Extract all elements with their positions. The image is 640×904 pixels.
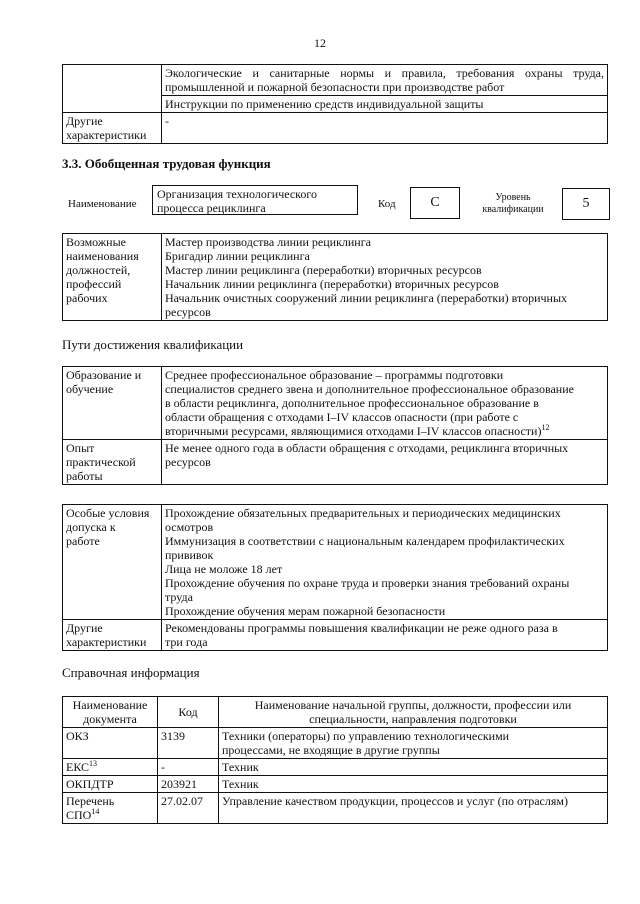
header-line: специальности, направления подготовки — [309, 712, 517, 726]
row-content — [162, 505, 608, 620]
text-line: Прохождение обучения мерам пожарной безопасности — [165, 604, 446, 618]
text-line: Прохождение обучения по охране труда и проверки знания требований охраны — [165, 576, 570, 590]
header-line: документа — [83, 712, 137, 726]
label-line: Образование и — [66, 368, 142, 382]
text-line: прививок — [165, 548, 214, 562]
code-cell: 27.02.07 — [158, 793, 219, 824]
text-line: Экологические и санитарные нормы и правила, требования охраны труда, — [165, 66, 604, 80]
text-line: промышленной и пожарной безопасности при производстве работ — [165, 80, 505, 94]
code-label: Код — [378, 198, 396, 210]
text-line: Рекомендованы программы повышения квалификации не реже одного раза в — [165, 621, 558, 635]
name-label: Наименование — [68, 198, 137, 210]
label-line: наименования — [66, 249, 139, 263]
reference-title: Справочная информация — [62, 665, 200, 680]
text-line: специалистов среднего звена и дополнительное профессиональное образование — [165, 382, 574, 396]
label-line: Возможные — [66, 235, 126, 249]
code-cell: 3139 — [158, 728, 219, 759]
code-value-box: C — [410, 187, 460, 219]
level-label-line: квалификации — [482, 204, 544, 215]
code-cell: 203921 — [158, 776, 219, 793]
name-cell: Техник — [219, 776, 608, 793]
doc-cell: ОКПДТР — [63, 776, 158, 793]
text-line: процессами, не входящие в другие группы — [222, 743, 440, 757]
table-row — [63, 620, 608, 651]
label-line: должностей, — [66, 263, 131, 277]
text-line: области обращения с отходами I–IV классов опасности (при работе с — [165, 410, 519, 424]
text-line: Лица не моложе 18 лет — [165, 562, 283, 576]
name-cell: Управление качеством продукции, процессов и услуг (по отраслям) — [219, 793, 608, 824]
header-line: Наименование начальной группы, должности, профессии или — [254, 698, 572, 712]
header-name — [219, 697, 608, 728]
level-label-line: Уровень — [495, 192, 531, 203]
row-content — [162, 113, 608, 144]
text-line: ресурсов — [165, 305, 211, 319]
label-line: практической — [66, 455, 136, 469]
row-label — [63, 65, 162, 113]
text-line: Прохождение обязательных предварительных и периодических медицинских — [165, 506, 561, 520]
text-line: Мастер производства линии рециклинга — [165, 235, 371, 249]
text-line: ресурсов — [165, 455, 211, 469]
text-line: труда — [165, 590, 193, 604]
row-label — [63, 113, 162, 144]
row-content — [162, 440, 608, 485]
row-content — [162, 234, 608, 321]
text-line: в области рециклинга, дополнительное профессиональное образование в — [165, 396, 539, 410]
code-cell: - — [158, 759, 219, 776]
table-header-row — [63, 697, 608, 728]
doc-cell: ОКЗ — [63, 728, 158, 759]
table-row — [63, 793, 608, 824]
doc-line: Перечень — [66, 794, 115, 808]
label-line: допуска к — [66, 520, 116, 534]
table-row — [63, 367, 608, 440]
row-label — [63, 440, 162, 485]
label-line: Опыт — [66, 441, 95, 455]
text-line: - — [165, 114, 169, 128]
label-line: работе — [66, 534, 100, 548]
label-line: Особые условия — [66, 506, 150, 520]
label-line: Другие — [66, 621, 103, 635]
doc-text: СПО — [66, 808, 92, 822]
label-line: Другие — [66, 114, 103, 128]
text-line: Техники (операторы) по управлению технологическими — [222, 729, 510, 743]
text-line: Среднее профессиональное образование – программы подготовки — [165, 368, 504, 382]
table-row — [63, 776, 608, 793]
table-row — [63, 234, 608, 321]
reference-table — [62, 696, 608, 824]
education-table — [62, 366, 608, 485]
row-label — [63, 505, 162, 620]
name-value-line: Организация технологического — [157, 187, 318, 201]
doc-text: ЕКС — [66, 760, 90, 774]
row-content — [162, 620, 608, 651]
text-line: Не менее одного года в области обращения с отходами, рециклинга вторичных — [165, 441, 569, 455]
row-label — [63, 620, 162, 651]
name-cell: Техник — [219, 759, 608, 776]
doc-cell — [63, 793, 158, 824]
paths-title: Пути достижения квалификации — [62, 337, 244, 352]
row-content — [162, 367, 608, 440]
label-line: характеристики — [66, 635, 147, 649]
text-line: Иммунизация в соответствии с национальным календарем профилактических — [165, 534, 565, 548]
footnote-mark: 12 — [541, 423, 550, 432]
text-line: осмотров — [165, 520, 214, 534]
text-line: Мастер линии рециклинга (переработки) вторичных ресурсов — [165, 263, 482, 277]
row-label — [63, 234, 162, 321]
top-table — [62, 64, 608, 144]
doc-cell — [63, 759, 158, 776]
row-label — [63, 367, 162, 440]
label-line: обучение — [66, 382, 114, 396]
header-code: Код — [158, 697, 219, 728]
table-row — [63, 65, 608, 96]
text-line: Начальник линии рециклинга (переработки) вторичных ресурсов — [165, 277, 499, 291]
page-number: 12 — [314, 36, 326, 50]
table-row — [63, 440, 608, 485]
header-doc — [63, 697, 158, 728]
row-content — [162, 96, 608, 113]
label-line: характеристики — [66, 128, 147, 142]
label-line: рабочих — [66, 291, 108, 305]
name-cell — [219, 728, 608, 759]
text-line: Начальник очистных сооружений линии рециклинга (переработки) вторичных — [165, 291, 568, 305]
footnote-mark: 13 — [89, 759, 98, 768]
footnote-mark: 14 — [91, 807, 100, 816]
section-title: 3.3. Обобщенная трудовая функция — [62, 156, 271, 171]
table-row — [63, 759, 608, 776]
level-value-box: 5 — [562, 188, 610, 220]
conditions-table — [62, 504, 608, 651]
label-line: работы — [66, 469, 103, 483]
name-value-box — [152, 185, 358, 215]
text-line-content: вторичными ресурсами, являющимися отходами I–IV классов опасности) — [165, 424, 542, 438]
name-value-line: процесса рециклинга — [157, 201, 266, 215]
text-line — [165, 424, 604, 438]
header-line: Наименование — [72, 698, 148, 712]
row-content — [162, 65, 608, 96]
text-line: три года — [165, 635, 208, 649]
table-row — [63, 505, 608, 620]
table-row — [63, 113, 608, 144]
table-row — [63, 728, 608, 759]
label-line: профессий — [66, 277, 122, 291]
level-label — [468, 192, 558, 216]
positions-table — [62, 233, 608, 321]
text-line: Инструкции по применению средств индивидуальной защиты — [165, 97, 484, 111]
doc-line — [66, 808, 154, 822]
text-line: Бригадир линии рециклинга — [165, 249, 310, 263]
